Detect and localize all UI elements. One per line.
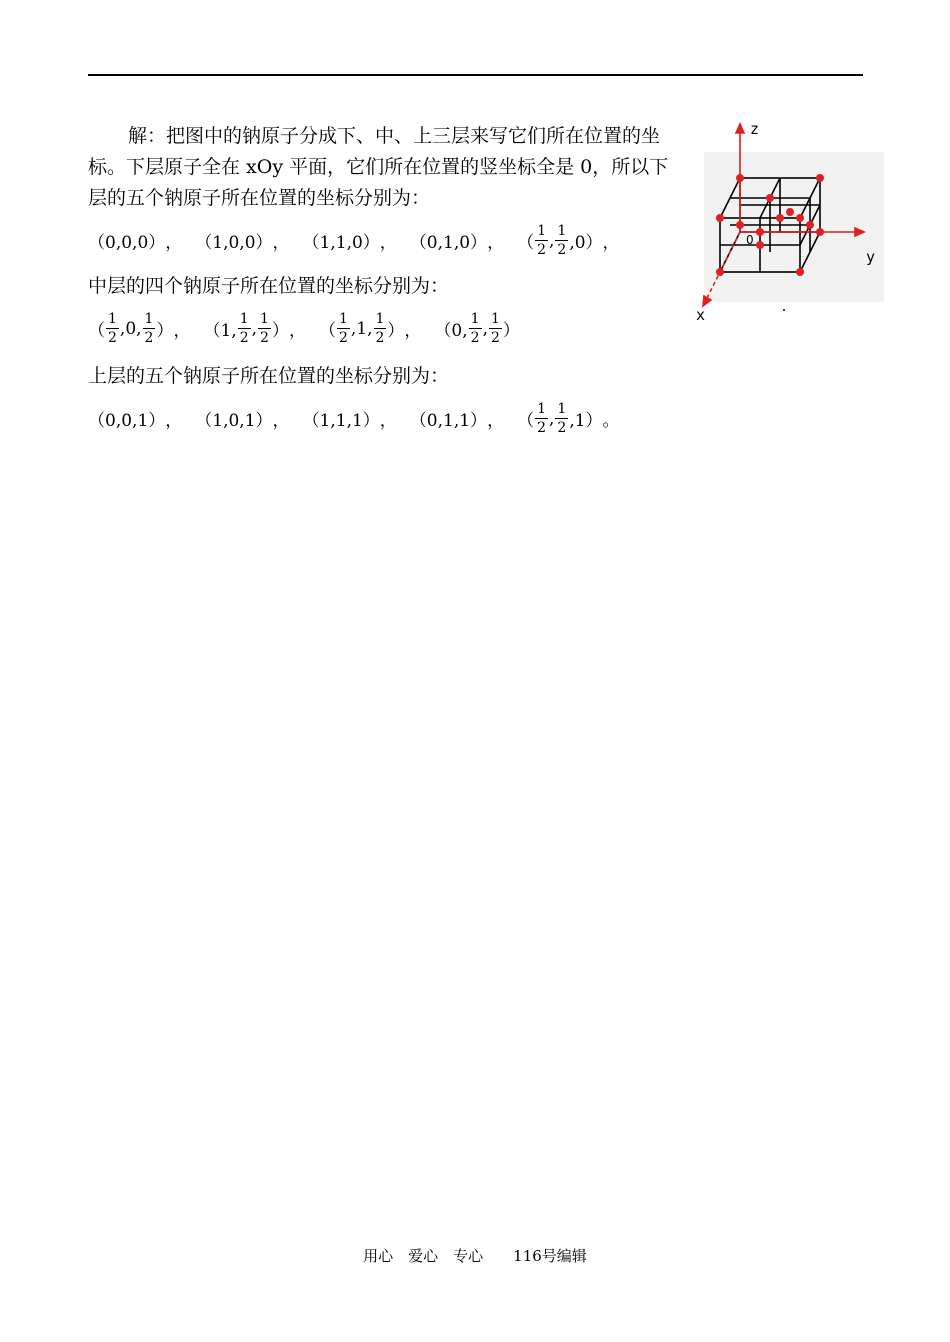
- atom: [796, 268, 804, 276]
- numerator: 1: [375, 311, 385, 327]
- coord-lower-2: （1,0,0）: [195, 233, 273, 253]
- paren: ）: [271, 321, 289, 341]
- coord-lower-3: （1,1,0）: [302, 233, 380, 253]
- comma: ，: [173, 321, 191, 341]
- coord-tail: ,0）: [569, 233, 603, 253]
- coord-upper-5: [517, 400, 619, 437]
- comma: ，: [379, 411, 397, 431]
- fraction-half: [374, 310, 387, 347]
- atom: [736, 174, 744, 182]
- denominator: 2: [557, 420, 567, 436]
- atom: [776, 214, 784, 222]
- atom: [716, 268, 724, 276]
- coord-middle-1: [88, 310, 173, 347]
- middle-layer-heading: 中层的四个钠原子所在位置的坐标分别为：: [88, 275, 450, 297]
- paren: ）: [156, 321, 174, 341]
- numerator: 1: [557, 401, 567, 417]
- fraction-half: [469, 310, 482, 347]
- denominator: 2: [470, 330, 480, 346]
- z-axis-arrow-icon: [736, 124, 744, 133]
- coord-upper-2: （1,0,1）: [195, 411, 273, 431]
- coord-head: （1,: [203, 321, 237, 341]
- upper-layer-heading: 上层的五个钠原子所在位置的坐标分别为：: [88, 365, 450, 387]
- fraction-half: [258, 310, 271, 347]
- fraction-half: [535, 222, 548, 259]
- denominator: 2: [108, 330, 117, 346]
- coord-upper-4: （0,1,1）: [409, 411, 488, 431]
- speck: [783, 309, 785, 311]
- paren: ）: [387, 321, 405, 341]
- paren: （: [318, 321, 336, 341]
- numerator: 1: [537, 401, 546, 417]
- comma: ,: [548, 408, 555, 429]
- comma: ,: [251, 318, 258, 339]
- comma: ，: [487, 233, 505, 253]
- atom: [736, 221, 744, 229]
- fraction-half: [337, 310, 350, 347]
- coord-head: （0,: [434, 321, 468, 341]
- fraction-half: [535, 400, 548, 437]
- coord-middle-4: [434, 310, 519, 347]
- coord-lower-1: （0,0,0）: [88, 233, 166, 253]
- comma: ，: [165, 233, 183, 253]
- numerator: 1: [490, 311, 500, 327]
- comma: ，: [165, 411, 183, 431]
- numerator: 1: [144, 311, 154, 327]
- page-footer: 用心 爱心 专心 116号编辑: [363, 1247, 587, 1265]
- denominator: 2: [239, 330, 249, 346]
- coord-mid: ,1,: [350, 318, 373, 339]
- y-axis-label: y: [866, 248, 876, 266]
- z-axis-label: z: [750, 120, 760, 138]
- comma: ，: [272, 233, 290, 253]
- denominator: 2: [537, 420, 546, 436]
- figure-background: [704, 152, 884, 302]
- fraction-half: [238, 310, 251, 347]
- lower-layer-coords: [88, 222, 620, 259]
- fraction-half: [106, 310, 119, 347]
- coord-lower-5: [517, 222, 619, 259]
- denominator: 2: [375, 330, 385, 346]
- comma: ，: [272, 411, 290, 431]
- paren: （: [517, 411, 535, 431]
- coord-mid: ,0,: [119, 318, 142, 339]
- atom: [816, 174, 824, 182]
- fraction-half: [555, 400, 568, 437]
- fraction-half: [143, 310, 156, 347]
- fraction-half: [555, 222, 568, 259]
- comma: ，: [379, 233, 397, 253]
- fraction-half: [489, 310, 502, 347]
- paren: （: [88, 321, 105, 341]
- numerator: 1: [470, 311, 480, 327]
- upper-layer-coords: [88, 400, 620, 437]
- comma: ，: [288, 321, 306, 341]
- numerator: 1: [338, 311, 348, 327]
- atom: [766, 194, 774, 202]
- atom: [756, 228, 764, 236]
- middle-layer-coords: [88, 310, 520, 347]
- paren: ）: [502, 321, 520, 341]
- header-rule: [88, 74, 863, 76]
- nacl-cube-figure: [692, 116, 884, 326]
- atom: [796, 214, 804, 222]
- coord-middle-2: [203, 310, 288, 347]
- coord-middle-3: [319, 310, 404, 347]
- comma: ,: [548, 230, 555, 251]
- atom: [816, 228, 824, 236]
- x-axis-label: x: [696, 306, 706, 324]
- numerator: 1: [239, 311, 249, 327]
- coord-tail: ,1）: [569, 411, 603, 431]
- denominator: 2: [537, 242, 546, 258]
- coord-upper-1: （0,0,1）: [88, 411, 166, 431]
- paren: （: [517, 233, 535, 253]
- comma: ，: [602, 233, 620, 253]
- period: 。: [602, 411, 620, 431]
- denominator: 2: [338, 330, 348, 346]
- numerator: 1: [260, 311, 269, 327]
- numerator: 1: [108, 311, 117, 327]
- numerator: 1: [557, 223, 567, 239]
- denominator: 2: [557, 242, 567, 258]
- coord-lower-4: （0,1,0）: [409, 233, 488, 253]
- comma: ，: [487, 411, 505, 431]
- atom: [806, 221, 814, 229]
- denominator: 2: [144, 330, 154, 346]
- atom: [716, 214, 724, 222]
- comma: ,: [482, 318, 488, 339]
- numerator: 1: [537, 223, 546, 239]
- atom: [786, 208, 794, 216]
- coord-upper-3: （1,1,1）: [302, 411, 380, 431]
- origin-label: 0: [746, 233, 754, 247]
- denominator: 2: [260, 330, 269, 346]
- intro-paragraph: 解：把图中的钠原子分成下、中、上三层来写它们所在位置的坐标。下层原子全在 xOy 平面，它们所在位置的竖坐标全是 0，所以下层的五个钠原子所在位置的坐标分别为：: [88, 125, 669, 209]
- comma: ，: [404, 321, 422, 341]
- denominator: 2: [490, 330, 500, 346]
- atom: [756, 241, 764, 249]
